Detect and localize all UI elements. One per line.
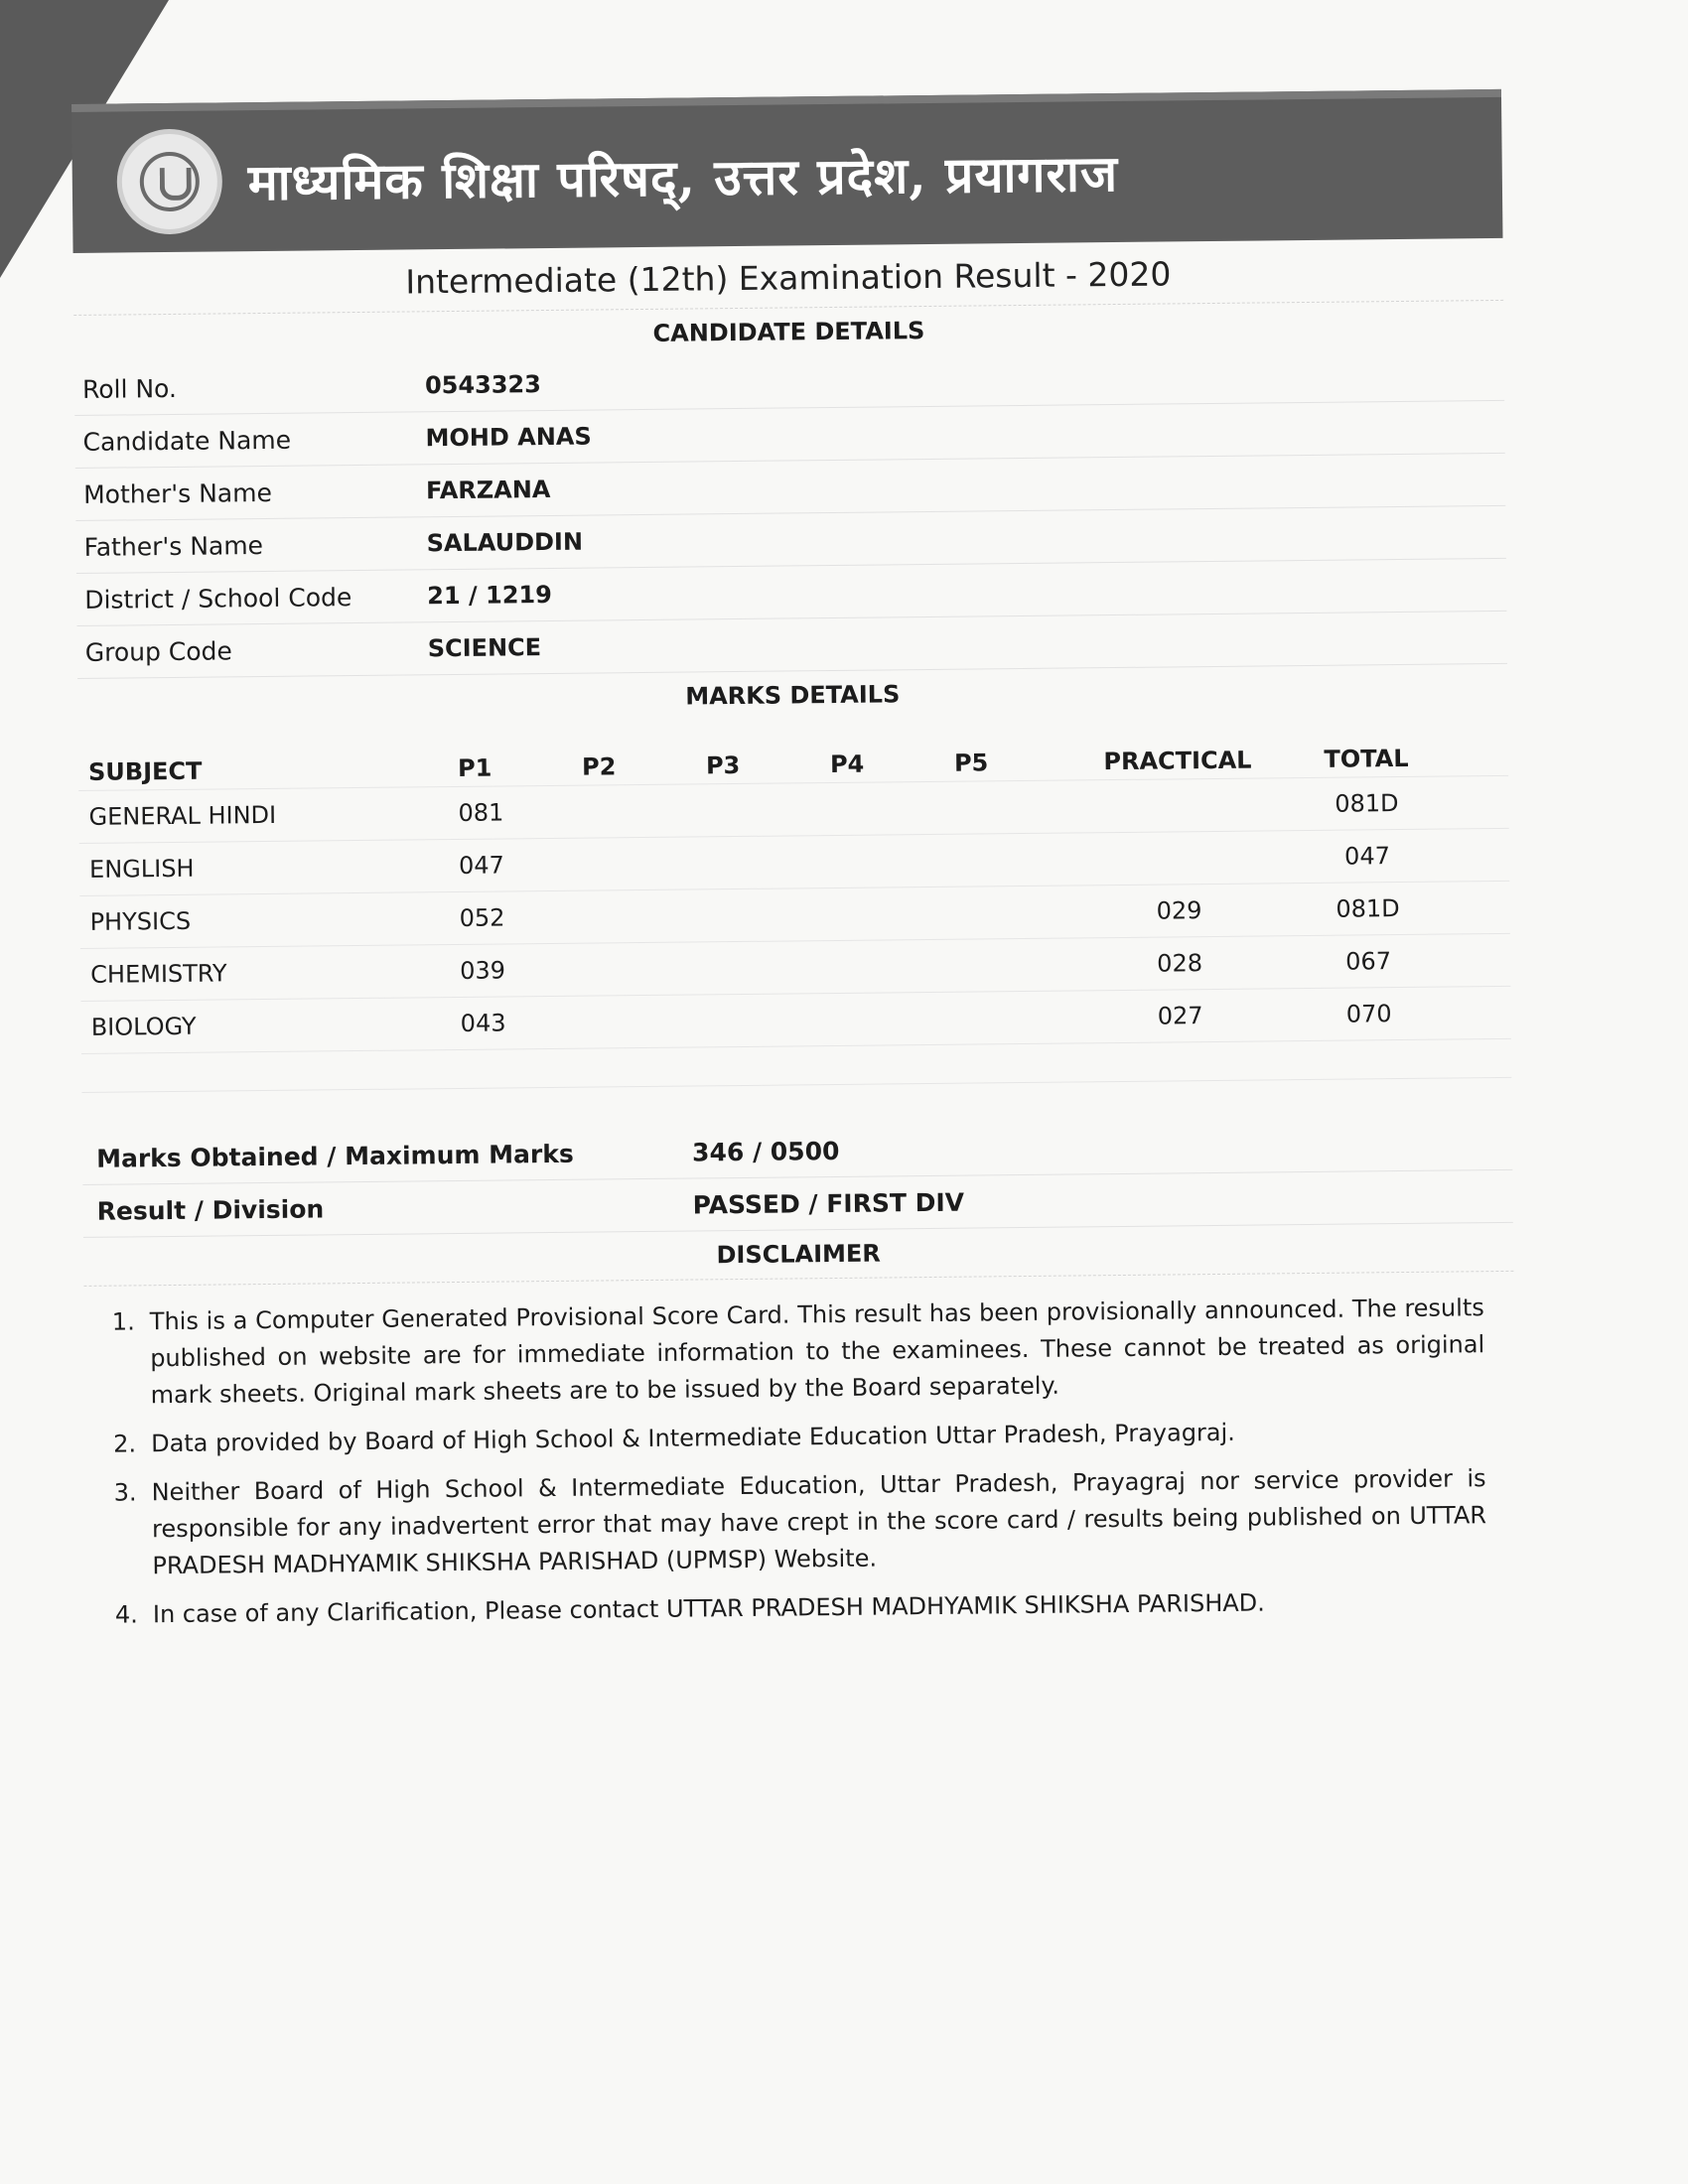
p5-cell xyxy=(956,911,1080,912)
list-item xyxy=(115,1582,1487,1633)
p3-cell xyxy=(706,809,830,810)
column-header: P4 xyxy=(829,750,865,779)
p5-cell xyxy=(954,806,1078,807)
candidate-details xyxy=(74,348,1507,679)
candidate-details-title: CANDIDATE DETAILS xyxy=(652,317,925,347)
practical-cell: 028 xyxy=(1157,949,1203,978)
p1-cell: 047 xyxy=(458,851,505,880)
practical-cell: 027 xyxy=(1157,1002,1203,1030)
detail-value: MOHD ANAS xyxy=(425,422,592,453)
board-seal-icon xyxy=(116,128,222,234)
detail-value: SCIENCE xyxy=(427,633,542,663)
p1-cell: 039 xyxy=(460,956,506,985)
column-header: TOTAL xyxy=(1324,744,1409,773)
practical-cell xyxy=(1078,804,1277,806)
detail-value: FARZANA xyxy=(425,475,551,505)
detail-label: Group Code xyxy=(84,635,232,667)
p5-cell xyxy=(957,1017,1081,1018)
p4-cell xyxy=(830,808,954,809)
item-text: Data provided by Board of High School & Intermediate Education Uttar Pradesh, Prayagraj. xyxy=(150,1418,1235,1458)
p5-cell xyxy=(955,859,1079,860)
p3-cell xyxy=(707,862,831,863)
total-cell: 047 xyxy=(1343,842,1391,871)
column-header: P5 xyxy=(953,749,989,777)
detail-value: SALAUDDIN xyxy=(426,527,584,558)
column-header: P3 xyxy=(705,751,741,780)
item-text: This is a Computer Generated Provisional Score Card. This result has been provisionally announced. The results published on website are for immediate information to the examinees. These cannot be treated as original mark sheets. Original mark sheets are to be issued by the Board separately. xyxy=(149,1294,1485,1410)
p4-cell xyxy=(831,861,955,862)
practical-cell: 029 xyxy=(1156,896,1202,925)
detail-value: 21 / 1219 xyxy=(427,580,553,611)
header-banner xyxy=(71,89,1502,253)
p2-cell xyxy=(583,863,707,864)
subject-cell: ENGLISH xyxy=(88,854,195,884)
total-cell: 067 xyxy=(1345,947,1392,976)
p5-cell xyxy=(956,964,1080,965)
detail-label: District / School Code xyxy=(84,582,352,614)
list-item xyxy=(113,1460,1486,1584)
item-text: In case of any Clarification, Please contact UTTAR PRADESH MADHYAMIK SHIKSHA PARISHAD. xyxy=(152,1588,1265,1629)
marks-table xyxy=(78,712,1511,1054)
p3-cell xyxy=(709,1020,833,1021)
detail-label: Roll No. xyxy=(81,373,178,404)
column-header: SUBJECT xyxy=(87,756,203,786)
marks-obtained-label: Marks Obtained / Maximum Marks xyxy=(95,1139,574,1173)
p1-cell: 081 xyxy=(458,798,504,827)
result-card xyxy=(71,89,1517,1646)
list-item xyxy=(113,1412,1485,1462)
subject-cell: CHEMISTRY xyxy=(90,959,227,989)
detail-label: Father's Name xyxy=(83,530,264,562)
p1-cell: 052 xyxy=(459,903,505,932)
column-header: P1 xyxy=(457,753,492,782)
result-division-value: PASSED / FIRST DIV xyxy=(692,1187,965,1220)
detail-label: Candidate Name xyxy=(82,425,292,457)
column-header: PRACTICAL xyxy=(1103,746,1252,776)
p3-cell xyxy=(708,914,832,915)
total-cell: 081D xyxy=(1336,894,1400,923)
p2-cell xyxy=(585,1021,709,1022)
item-number: 3. xyxy=(113,1478,137,1507)
board-name: माध्यमिक शिक्षा परिषद्, उत्तर प्रदेश, प्रयागराज xyxy=(247,143,1119,212)
practical-cell xyxy=(1079,857,1278,859)
p2-cell xyxy=(584,968,708,969)
marks-obtained-value: 346 / 0500 xyxy=(691,1136,840,1167)
p2-cell xyxy=(582,810,706,811)
list-item xyxy=(112,1290,1485,1414)
subject-cell: PHYSICS xyxy=(89,906,192,936)
item-number: 1. xyxy=(111,1307,135,1336)
item-number: 2. xyxy=(112,1430,137,1458)
result-division-label: Result / Division xyxy=(96,1193,325,1226)
column-header: P2 xyxy=(581,752,617,781)
p4-cell xyxy=(833,1019,957,1020)
exam-title: Intermediate (12th) Examination Result - 2020 xyxy=(405,254,1172,302)
subject-cell: GENERAL HINDI xyxy=(88,800,277,831)
detail-label: Mother's Name xyxy=(82,478,273,509)
total-cell: 070 xyxy=(1345,1000,1392,1028)
marks-details-title: MARKS DETAILS xyxy=(685,680,901,711)
p3-cell xyxy=(708,967,832,968)
disclaimer-title: DISCLAIMER xyxy=(716,1239,881,1270)
p2-cell xyxy=(584,915,708,916)
p4-cell xyxy=(832,913,956,914)
subject-cell: BIOLOGY xyxy=(90,1012,197,1041)
item-number: 4. xyxy=(114,1600,138,1629)
p4-cell xyxy=(832,966,956,967)
detail-value: 0543323 xyxy=(424,370,542,400)
p1-cell: 043 xyxy=(460,1009,506,1037)
total-cell: 081D xyxy=(1335,789,1399,818)
item-text: Neither Board of High School & Intermediate Education, Uttar Pradesh, Prayagraj nor service provider is responsible for any inadvertent error that may have crept in the score card / results being published on UTTAR PRADESH MADHYAMIK SHIKSHA PARISHAD (UPMSP) Website. xyxy=(151,1464,1487,1580)
disclaimer-list xyxy=(84,1290,1517,1634)
